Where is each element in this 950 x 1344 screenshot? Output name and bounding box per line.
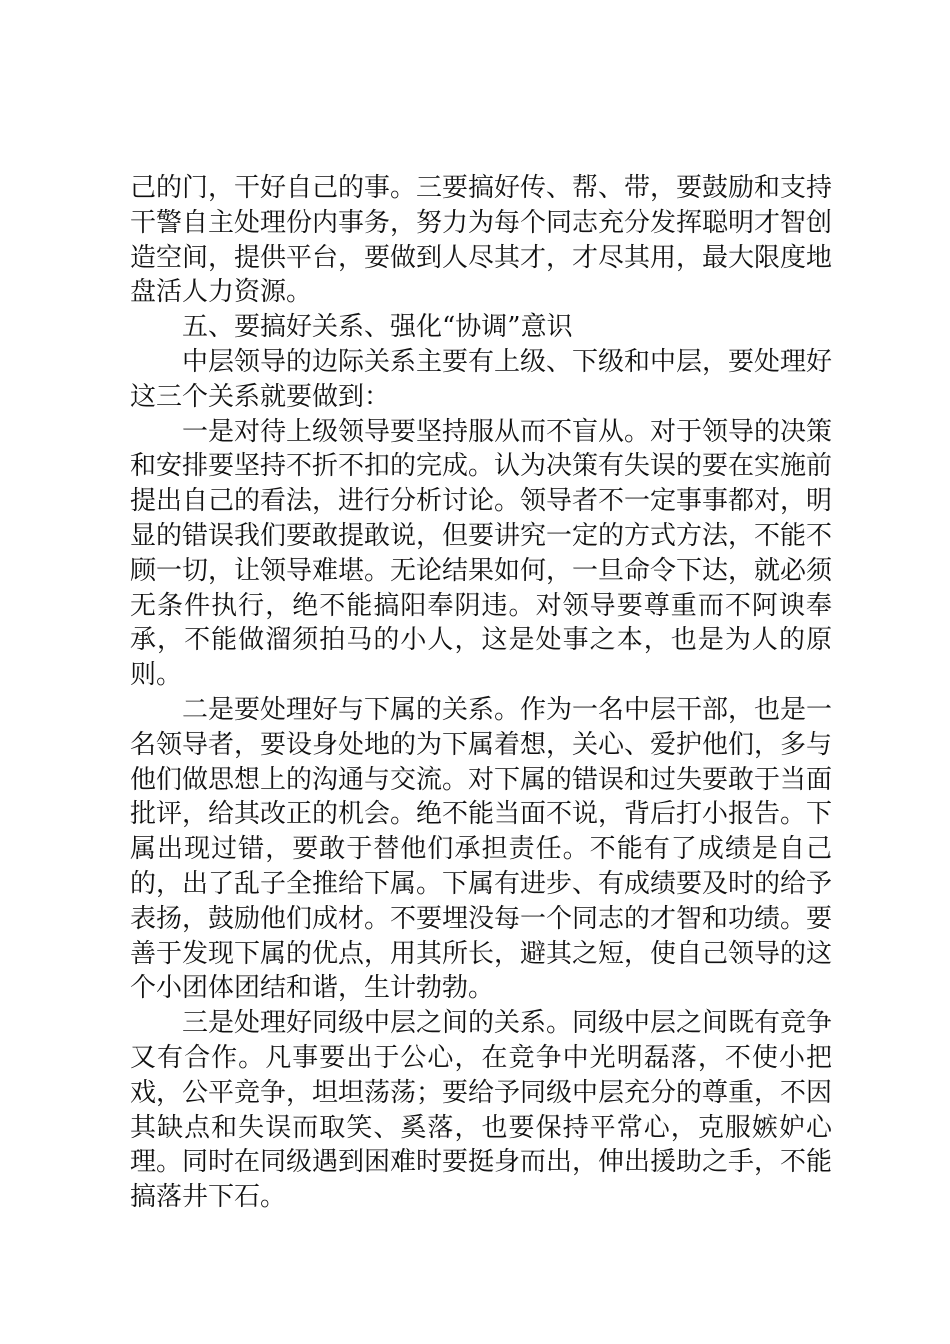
paragraph-intro: 中层领导的边际关系主要有上级、下级和中层，要处理好这三个关系就要做到： <box>130 346 833 412</box>
section-heading: 五、要搞好关系、强化“协调”意识 <box>182 312 573 343</box>
paragraph-continuation: 己的门，干好自己的事。三要搞好传、帮、带，要鼓励和支持干警自主处理份内事务，努力为每个同志充分发挥聪明才智创造空间，提供平台，要做到人尽其才，才尽其用，最大限度地盘活人力资源。 <box>130 173 833 308</box>
paragraph-subordinates: 二是要处理好与下属的关系。作为一名中层干部，也是一名领导者，要设身处地的为下属着想，关心、爱护他们，多与他们做思想上的沟通与交流。对下属的错误和过失要敢于当面批评，给其改正的机会。绝不能当面不说，背后打小报告。下属出现过错，要敢于替他们承担责任。不能有了成绩是自己的，出了乱子全推给下属。下属有进步、有成绩要及时的给予表扬，鼓励他们成材。不要埋没每一个同志的才智和功绩。要善于发现下属的优点，用其所长，避其之短，使自己领导的这个小团体团结和谐，生计勃勃。 <box>130 694 833 1004</box>
paragraph-peers: 三是处理好同级中层之间的关系。同级中层之间既有竞争又有合作。凡事要出于公心，在竞争中光明磊落，不使小把戏，公平竞争，坦坦荡荡；要给予同级中层充分的尊重，不因其缺点和失误而取笑、奚落，也要保持平常心，克服嫉妒心理。同时在同级遇到困难时要挺身而出，伸出援助之手，不能搞落井下石。 <box>130 1008 833 1213</box>
paragraph-superiors: 一是对待上级领导要坚持服从而不盲从。对于领导的决策和安排要坚持不折不扣的完成。认为决策有失误的要在实施前提出自己的看法，进行分析讨论。领导者不一定事事都对，明显的错误我们要敢提敢说，但要讲究一定的方式方法，不能不顾一切，让领导难堪。无论结果如何，一旦命令下达，就必须无条件执行，绝不能搞阳奉阴违。对领导要尊重而不阿谀奉承，不能做溜须拍马的小人，这是处事之本，也是为人的原则。 <box>130 416 833 691</box>
document-body <box>130 171 832 1215</box>
